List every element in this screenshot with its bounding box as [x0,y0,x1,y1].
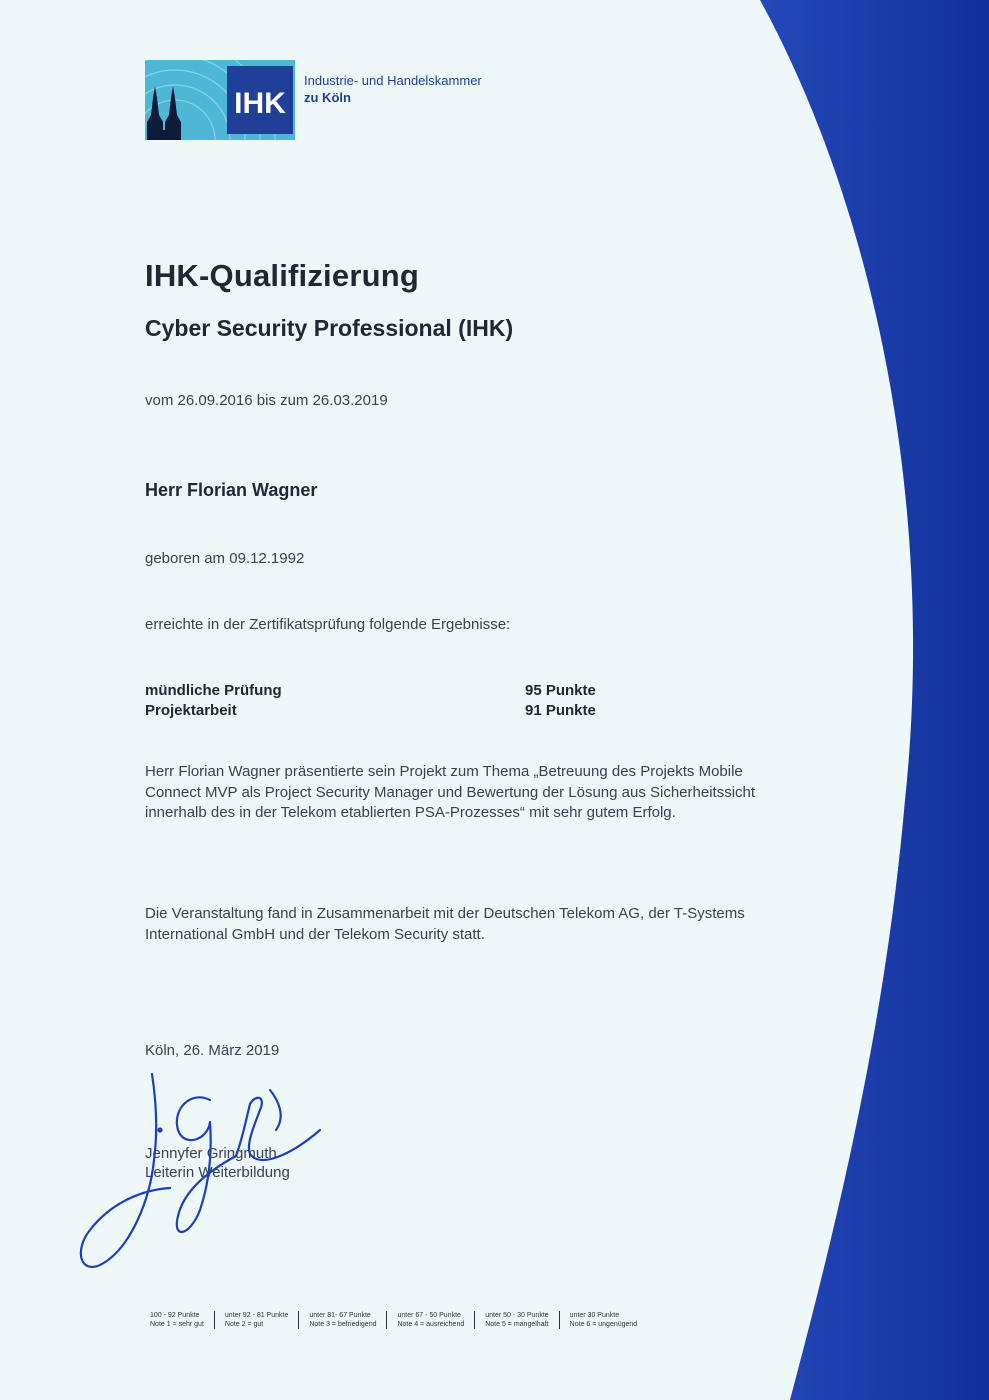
grade-label: Note 1 = sehr gut [150,1321,204,1328]
result-row [145,682,615,702]
recipient-name: Herr Florian Wagner [145,480,318,500]
results-table [145,682,615,722]
issuer-name-line2: zu Köln [304,90,351,105]
result-points: 95 Punkte [525,682,596,699]
signer-role: Leiterin Weiterbildung [145,1164,290,1181]
handwritten-signature [60,1060,350,1290]
grade-label: Note 6 = ungenügend [569,1321,638,1328]
grade-label: Note 2 = gut [224,1321,264,1328]
grade-range: unter 30 Punkte [569,1312,620,1319]
results-intro: erreichte in der Zertifikatsprüfung folgende Ergebnisse: [145,616,511,633]
grade-column [214,1311,298,1329]
grade-column [474,1311,558,1329]
certificate-title: IHK-Qualifizierung [145,258,419,293]
grade-label: Note 3 = befriedigend [309,1321,377,1328]
grade-range: unter 50 - 30 Punkte [485,1312,549,1319]
signer-name: Jennyfer Gringmuth [145,1145,277,1162]
grade-range: unter 67 - 50 Punkte [397,1312,461,1319]
grade-range: 100 - 92 Punkte [150,1312,200,1319]
grade-column [386,1311,474,1329]
project-description: Herr Florian Wagner präsentierte sein Projekt zum Thema „Betreuung des Projekts Mobile Connect MVP als Project Security Manager und Bewertung der Lösung aus Sicherheitssicht innerhalb des in der Telekom etablierten PSA-Prozesses“ mit sehr gutem Erfolg. [145,763,756,821]
course-period: vom 26.09.2016 bis zum 26.03.2019 [145,392,388,409]
result-row [145,702,615,722]
grade-column [559,1311,648,1329]
grade-column [140,1311,214,1329]
svg-text:IHK: IHK [234,87,286,120]
certificate-subtitle: Cyber Security Professional (IHK) [145,315,514,341]
issuer-name [304,72,482,106]
cooperation-note: Die Veranstaltung fand in Zusammenarbeit mit der Deutschen Telekom AG, der T-Systems International GmbH und der Telekom Security statt. [145,905,745,943]
issuer-name-line1: Industrie- und Handelskammer [304,73,482,88]
grade-range: unter 92 - 81 Punkte [224,1312,289,1319]
place-and-date: Köln, 26. März 2019 [145,1042,280,1059]
result-label: mündliche Prüfung [145,682,282,699]
grade-column [298,1311,386,1329]
result-points: 91 Punkte [525,702,596,719]
result-label: Projektarbeit [145,702,237,719]
recipient-birthdate: geboren am 09.12.1992 [145,550,305,567]
grade-range: unter 81- 67 Punkte [309,1312,371,1319]
ihk-logo [145,60,295,140]
grade-label: Note 5 = mangelhaft [485,1321,549,1328]
grade-label: Note 4 = ausreichend [397,1321,465,1328]
grading-scale [140,1311,647,1329]
